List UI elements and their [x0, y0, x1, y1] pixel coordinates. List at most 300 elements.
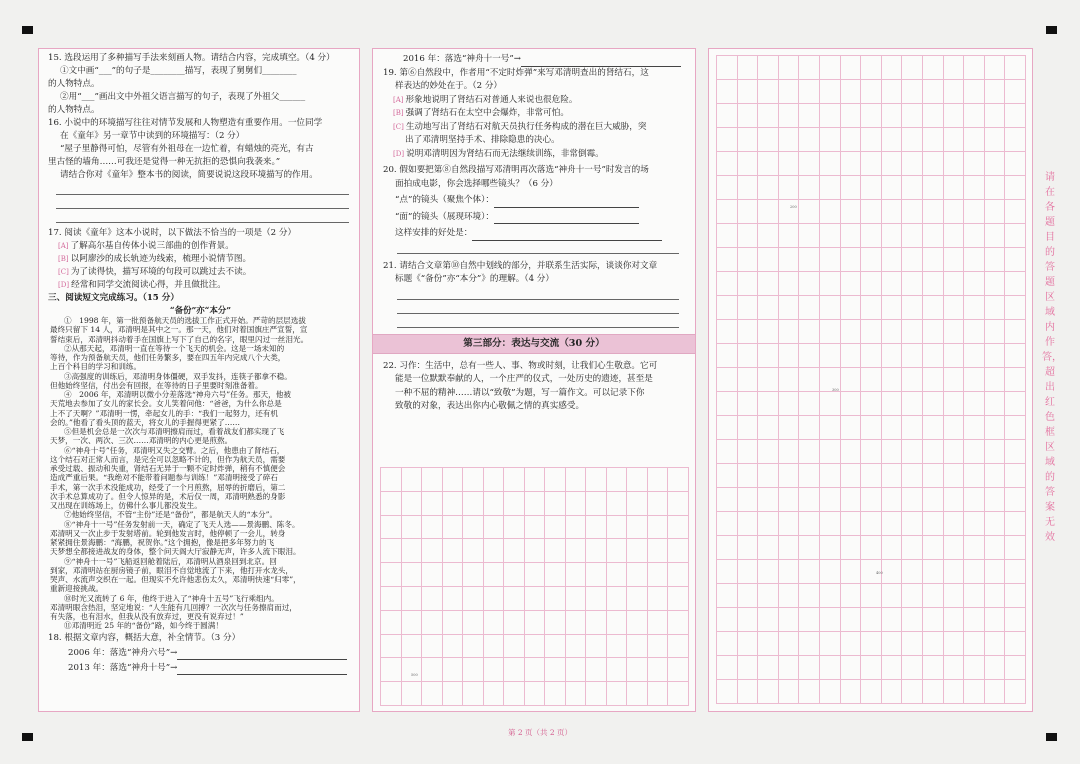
grid-cell[interactable]: [779, 512, 800, 536]
grid-cell[interactable]: [607, 563, 628, 587]
grid-cell[interactable]: [902, 320, 923, 344]
grid-cell[interactable]: [820, 488, 841, 512]
grid-cell[interactable]: [738, 656, 759, 680]
grid-cell[interactable]: [1005, 560, 1026, 584]
grid-cell[interactable]: [841, 248, 862, 272]
grid-cell[interactable]: [463, 658, 484, 682]
grid-cell[interactable]: [964, 80, 985, 104]
grid-cell[interactable]: [861, 344, 882, 368]
grid-cell[interactable]: [484, 635, 505, 659]
grid-cell[interactable]: [443, 539, 464, 563]
grid-cell[interactable]: [1005, 368, 1026, 392]
grid-cell[interactable]: [902, 680, 923, 704]
grid-cell[interactable]: [422, 516, 443, 540]
grid-cell[interactable]: [923, 344, 944, 368]
grid-cell[interactable]: [545, 516, 566, 540]
q19-option-a[interactable]: [A] 形象地说明了肾结石对普通人来说也很危险。: [393, 94, 578, 105]
grid-cell[interactable]: [923, 224, 944, 248]
grid-cell[interactable]: [648, 492, 669, 516]
grid-cell[interactable]: [985, 368, 1006, 392]
grid-cell[interactable]: [902, 56, 923, 80]
grid-cell[interactable]: [668, 658, 689, 682]
grid-cell[interactable]: [717, 656, 738, 680]
grid-cell[interactable]: [799, 632, 820, 656]
grid-cell[interactable]: [738, 200, 759, 224]
grid-cell[interactable]: [799, 104, 820, 128]
grid-cell[interactable]: [779, 80, 800, 104]
grid-cell[interactable]: [964, 560, 985, 584]
grid-cell[interactable]: [607, 635, 628, 659]
grid-cell[interactable]: [1005, 80, 1026, 104]
grid-cell[interactable]: [779, 488, 800, 512]
grid-cell[interactable]: [902, 80, 923, 104]
grid-cell[interactable]: [944, 128, 965, 152]
grid-cell[interactable]: [627, 468, 648, 492]
grid-cell[interactable]: [627, 492, 648, 516]
grid-cell[interactable]: [985, 416, 1006, 440]
grid-cell[interactable]: [648, 563, 669, 587]
grid-cell[interactable]: [841, 392, 862, 416]
grid-cell[interactable]: [779, 176, 800, 200]
grid-cell[interactable]: [586, 468, 607, 492]
grid-cell[interactable]: [422, 682, 443, 706]
grid-cell[interactable]: [841, 464, 862, 488]
grid-cell[interactable]: [525, 539, 546, 563]
grid-cell[interactable]: [717, 368, 738, 392]
grid-cell[interactable]: [964, 176, 985, 200]
grid-cell[interactable]: [648, 468, 669, 492]
grid-cell[interactable]: [484, 516, 505, 540]
grid-cell[interactable]: [779, 56, 800, 80]
grid-cell[interactable]: [738, 80, 759, 104]
grid-cell[interactable]: [525, 611, 546, 635]
grid-cell[interactable]: [944, 80, 965, 104]
answer-blank[interactable]: [494, 214, 639, 224]
grid-cell[interactable]: [964, 632, 985, 656]
answer-line[interactable]: [56, 196, 349, 209]
grid-cell[interactable]: [381, 468, 402, 492]
grid-cell[interactable]: [463, 682, 484, 706]
grid-cell[interactable]: [402, 682, 423, 706]
grid-cell[interactable]: [717, 632, 738, 656]
grid-cell[interactable]: [944, 560, 965, 584]
grid-cell[interactable]: [841, 488, 862, 512]
grid-cell[interactable]: [779, 320, 800, 344]
grid-cell[interactable]: [944, 536, 965, 560]
grid-cell[interactable]: [758, 152, 779, 176]
grid-cell[interactable]: [882, 680, 903, 704]
grid-cell[interactable]: [902, 200, 923, 224]
grid-cell[interactable]: [566, 563, 587, 587]
grid-cell[interactable]: [1005, 392, 1026, 416]
grid-cell[interactable]: [820, 464, 841, 488]
grid-cell[interactable]: [758, 488, 779, 512]
answer-blank[interactable]: [472, 231, 662, 241]
grid-cell[interactable]: [463, 516, 484, 540]
q17-option-c[interactable]: [C] 为了读得快，描写环境的句段可以跳过去不读。: [58, 267, 252, 277]
grid-cell[interactable]: [717, 128, 738, 152]
grid-cell[interactable]: [607, 539, 628, 563]
grid-cell[interactable]: [964, 440, 985, 464]
grid-cell[interactable]: [944, 440, 965, 464]
grid-cell[interactable]: [648, 516, 669, 540]
composition-grid-middle[interactable]: [380, 467, 689, 706]
grid-cell[interactable]: [525, 658, 546, 682]
grid-cell[interactable]: [820, 680, 841, 704]
grid-cell[interactable]: [779, 224, 800, 248]
grid-cell[interactable]: [882, 200, 903, 224]
grid-cell[interactable]: [902, 536, 923, 560]
grid-cell[interactable]: [799, 176, 820, 200]
grid-cell[interactable]: [861, 488, 882, 512]
grid-cell[interactable]: [882, 440, 903, 464]
grid-cell[interactable]: [758, 608, 779, 632]
grid-cell[interactable]: [758, 80, 779, 104]
grid-cell[interactable]: [799, 80, 820, 104]
grid-cell[interactable]: [668, 539, 689, 563]
grid-cell[interactable]: [443, 563, 464, 587]
grid-cell[interactable]: [717, 392, 738, 416]
grid-cell[interactable]: [944, 296, 965, 320]
grid-cell[interactable]: [668, 492, 689, 516]
grid-cell[interactable]: [985, 152, 1006, 176]
grid-cell[interactable]: [1005, 344, 1026, 368]
grid-cell[interactable]: [861, 464, 882, 488]
grid-cell[interactable]: [923, 272, 944, 296]
grid-cell[interactable]: [882, 56, 903, 80]
grid-cell[interactable]: [861, 512, 882, 536]
grid-cell[interactable]: [422, 468, 443, 492]
grid-cell[interactable]: [841, 560, 862, 584]
answer-blank[interactable]: [177, 665, 347, 675]
grid-cell[interactable]: [758, 464, 779, 488]
grid-cell[interactable]: [1005, 56, 1026, 80]
grid-cell[interactable]: [923, 152, 944, 176]
grid-cell[interactable]: [422, 611, 443, 635]
grid-cell[interactable]: [545, 611, 566, 635]
grid-cell[interactable]: [882, 128, 903, 152]
grid-cell[interactable]: [402, 587, 423, 611]
grid-cell[interactable]: [738, 416, 759, 440]
grid-cell[interactable]: [820, 392, 841, 416]
grid-cell[interactable]: [779, 464, 800, 488]
grid-cell[interactable]: [964, 488, 985, 512]
grid-cell[interactable]: [861, 80, 882, 104]
grid-cell[interactable]: [545, 682, 566, 706]
grid-cell[interactable]: [381, 539, 402, 563]
grid-cell[interactable]: [985, 584, 1006, 608]
grid-cell[interactable]: [944, 368, 965, 392]
grid-cell[interactable]: [738, 464, 759, 488]
grid-cell[interactable]: [964, 128, 985, 152]
grid-cell[interactable]: [545, 492, 566, 516]
grid-cell[interactable]: [566, 635, 587, 659]
grid-cell[interactable]: [402, 635, 423, 659]
grid-cell[interactable]: [985, 464, 1006, 488]
grid-cell[interactable]: [443, 468, 464, 492]
grid-cell[interactable]: [381, 682, 402, 706]
grid-cell[interactable]: [566, 492, 587, 516]
grid-cell[interactable]: [738, 56, 759, 80]
grid-cell[interactable]: [525, 516, 546, 540]
grid-cell[interactable]: [566, 611, 587, 635]
grid-cell[interactable]: [882, 344, 903, 368]
grid-cell[interactable]: [504, 516, 525, 540]
grid-cell[interactable]: [738, 152, 759, 176]
grid-cell[interactable]: [627, 587, 648, 611]
grid-cell[interactable]: [841, 608, 862, 632]
grid-cell[interactable]: [422, 658, 443, 682]
grid-cell[interactable]: [820, 632, 841, 656]
grid-cell[interactable]: [717, 416, 738, 440]
grid-cell[interactable]: [717, 56, 738, 80]
grid-cell[interactable]: [402, 516, 423, 540]
grid-cell[interactable]: [861, 152, 882, 176]
grid-cell[interactable]: [586, 563, 607, 587]
grid-cell[interactable]: [566, 587, 587, 611]
grid-cell[interactable]: [799, 368, 820, 392]
grid-cell[interactable]: [820, 536, 841, 560]
grid-cell[interactable]: [1005, 632, 1026, 656]
grid-cell[interactable]: [799, 200, 820, 224]
grid-cell[interactable]: [964, 680, 985, 704]
grid-cell[interactable]: [902, 272, 923, 296]
grid-cell[interactable]: [882, 152, 903, 176]
grid-cell[interactable]: [944, 632, 965, 656]
grid-cell[interactable]: [717, 464, 738, 488]
composition-grid-right[interactable]: [716, 55, 1026, 704]
grid-cell[interactable]: [402, 468, 423, 492]
grid-cell[interactable]: [443, 611, 464, 635]
grid-cell[interactable]: [738, 536, 759, 560]
grid-cell[interactable]: [463, 468, 484, 492]
grid-cell[interactable]: [985, 128, 1006, 152]
answer-line[interactable]: [397, 241, 679, 254]
grid-cell[interactable]: [861, 680, 882, 704]
grid-cell[interactable]: [902, 296, 923, 320]
grid-cell[interactable]: [779, 608, 800, 632]
grid-cell[interactable]: [758, 416, 779, 440]
grid-cell[interactable]: [463, 611, 484, 635]
grid-cell[interactable]: [607, 658, 628, 682]
grid-cell[interactable]: [717, 248, 738, 272]
grid-cell[interactable]: [402, 658, 423, 682]
grid-cell[interactable]: [779, 416, 800, 440]
grid-cell[interactable]: [504, 563, 525, 587]
grid-cell[interactable]: [648, 635, 669, 659]
grid-cell[interactable]: [923, 440, 944, 464]
grid-cell[interactable]: [964, 536, 985, 560]
answer-line[interactable]: [397, 287, 679, 300]
grid-cell[interactable]: [820, 200, 841, 224]
grid-cell[interactable]: [422, 563, 443, 587]
grid-cell[interactable]: [820, 176, 841, 200]
grid-cell[interactable]: [923, 416, 944, 440]
grid-cell[interactable]: [648, 682, 669, 706]
grid-cell[interactable]: [820, 608, 841, 632]
grid-cell[interactable]: [985, 224, 1006, 248]
grid-cell[interactable]: [964, 152, 985, 176]
grid-cell[interactable]: [717, 440, 738, 464]
grid-cell[interactable]: [463, 539, 484, 563]
grid-cell[interactable]: [607, 611, 628, 635]
grid-cell[interactable]: [1005, 680, 1026, 704]
grid-cell[interactable]: [738, 248, 759, 272]
grid-cell[interactable]: [923, 80, 944, 104]
grid-cell[interactable]: [964, 56, 985, 80]
grid-cell[interactable]: [902, 560, 923, 584]
grid-cell[interactable]: [882, 608, 903, 632]
grid-cell[interactable]: [758, 440, 779, 464]
grid-cell[interactable]: [717, 488, 738, 512]
grid-cell[interactable]: [758, 560, 779, 584]
grid-cell[interactable]: [627, 516, 648, 540]
grid-cell[interactable]: [882, 632, 903, 656]
grid-cell[interactable]: [944, 464, 965, 488]
grid-cell[interactable]: [882, 464, 903, 488]
answer-line[interactable]: [397, 315, 679, 328]
grid-cell[interactable]: [586, 516, 607, 540]
grid-cell[interactable]: [923, 56, 944, 80]
grid-cell[interactable]: [779, 344, 800, 368]
answer-blank[interactable]: [521, 57, 681, 67]
grid-cell[interactable]: [841, 416, 862, 440]
grid-cell[interactable]: [841, 272, 862, 296]
grid-cell[interactable]: [504, 658, 525, 682]
grid-cell[interactable]: [861, 632, 882, 656]
grid-cell[interactable]: [923, 368, 944, 392]
grid-cell[interactable]: [902, 488, 923, 512]
grid-cell[interactable]: [923, 584, 944, 608]
grid-cell[interactable]: [668, 587, 689, 611]
grid-cell[interactable]: [841, 152, 862, 176]
grid-cell[interactable]: [882, 488, 903, 512]
q17-option-d[interactable]: [D] 经常和同学交流阅读心得，并且做批注。: [58, 280, 226, 290]
answer-line[interactable]: [56, 182, 349, 195]
grid-cell[interactable]: [1005, 512, 1026, 536]
grid-cell[interactable]: [607, 587, 628, 611]
grid-cell[interactable]: [402, 563, 423, 587]
grid-cell[interactable]: [717, 584, 738, 608]
grid-cell[interactable]: [758, 128, 779, 152]
grid-cell[interactable]: [841, 536, 862, 560]
grid-cell[interactable]: [504, 539, 525, 563]
grid-cell[interactable]: [586, 682, 607, 706]
grid-cell[interactable]: [923, 512, 944, 536]
grid-cell[interactable]: [841, 104, 862, 128]
grid-cell[interactable]: [422, 635, 443, 659]
grid-cell[interactable]: [545, 563, 566, 587]
grid-cell[interactable]: [779, 248, 800, 272]
grid-cell[interactable]: [902, 584, 923, 608]
grid-cell[interactable]: [985, 296, 1006, 320]
grid-cell[interactable]: [566, 516, 587, 540]
grid-cell[interactable]: [985, 488, 1006, 512]
grid-cell[interactable]: [443, 516, 464, 540]
grid-cell[interactable]: [923, 560, 944, 584]
grid-cell[interactable]: [463, 587, 484, 611]
grid-cell[interactable]: [422, 539, 443, 563]
grid-cell[interactable]: [1005, 320, 1026, 344]
grid-cell[interactable]: [717, 200, 738, 224]
grid-cell[interactable]: [923, 104, 944, 128]
grid-cell[interactable]: [841, 296, 862, 320]
grid-cell[interactable]: [402, 492, 423, 516]
grid-cell[interactable]: [779, 152, 800, 176]
grid-cell[interactable]: [882, 224, 903, 248]
answer-line[interactable]: [56, 210, 349, 223]
grid-cell[interactable]: [758, 248, 779, 272]
grid-cell[interactable]: [882, 584, 903, 608]
grid-cell[interactable]: [841, 56, 862, 80]
grid-cell[interactable]: [799, 344, 820, 368]
grid-cell[interactable]: [566, 682, 587, 706]
grid-cell[interactable]: [627, 611, 648, 635]
grid-cell[interactable]: [944, 56, 965, 80]
grid-cell[interactable]: [820, 224, 841, 248]
grid-cell[interactable]: [902, 512, 923, 536]
grid-cell[interactable]: [985, 320, 1006, 344]
grid-cell[interactable]: [985, 392, 1006, 416]
grid-cell[interactable]: [841, 680, 862, 704]
grid-cell[interactable]: [381, 587, 402, 611]
grid-cell[interactable]: [422, 587, 443, 611]
grid-cell[interactable]: [923, 392, 944, 416]
grid-cell[interactable]: [402, 539, 423, 563]
grid-cell[interactable]: [902, 152, 923, 176]
grid-cell[interactable]: [799, 488, 820, 512]
grid-cell[interactable]: [820, 560, 841, 584]
grid-cell[interactable]: [627, 635, 648, 659]
grid-cell[interactable]: [758, 680, 779, 704]
grid-cell[interactable]: [841, 512, 862, 536]
grid-cell[interactable]: [779, 680, 800, 704]
grid-cell[interactable]: [504, 611, 525, 635]
grid-cell[interactable]: [799, 272, 820, 296]
grid-cell[interactable]: [1005, 488, 1026, 512]
grid-cell[interactable]: [985, 104, 1006, 128]
grid-cell[interactable]: [861, 248, 882, 272]
grid-cell[interactable]: [484, 658, 505, 682]
grid-cell[interactable]: [738, 128, 759, 152]
grid-cell[interactable]: [902, 224, 923, 248]
grid-cell[interactable]: [738, 608, 759, 632]
grid-cell[interactable]: [738, 512, 759, 536]
grid-cell[interactable]: [902, 368, 923, 392]
grid-cell[interactable]: [944, 104, 965, 128]
grid-cell[interactable]: [586, 611, 607, 635]
grid-cell[interactable]: [923, 200, 944, 224]
grid-cell[interactable]: [422, 492, 443, 516]
grid-cell[interactable]: [985, 560, 1006, 584]
grid-cell[interactable]: [799, 152, 820, 176]
grid-cell[interactable]: [861, 536, 882, 560]
grid-cell[interactable]: [861, 656, 882, 680]
grid-cell[interactable]: [985, 512, 1006, 536]
grid-cell[interactable]: [1005, 152, 1026, 176]
grid-cell[interactable]: [820, 56, 841, 80]
grid-cell[interactable]: [668, 516, 689, 540]
grid-cell[interactable]: [1005, 272, 1026, 296]
grid-cell[interactable]: [758, 344, 779, 368]
grid-cell[interactable]: [1005, 296, 1026, 320]
grid-cell[interactable]: [923, 536, 944, 560]
grid-cell[interactable]: [525, 682, 546, 706]
grid-cell[interactable]: [381, 611, 402, 635]
grid-cell[interactable]: [779, 632, 800, 656]
grid-cell[interactable]: [1005, 200, 1026, 224]
grid-cell[interactable]: [717, 608, 738, 632]
